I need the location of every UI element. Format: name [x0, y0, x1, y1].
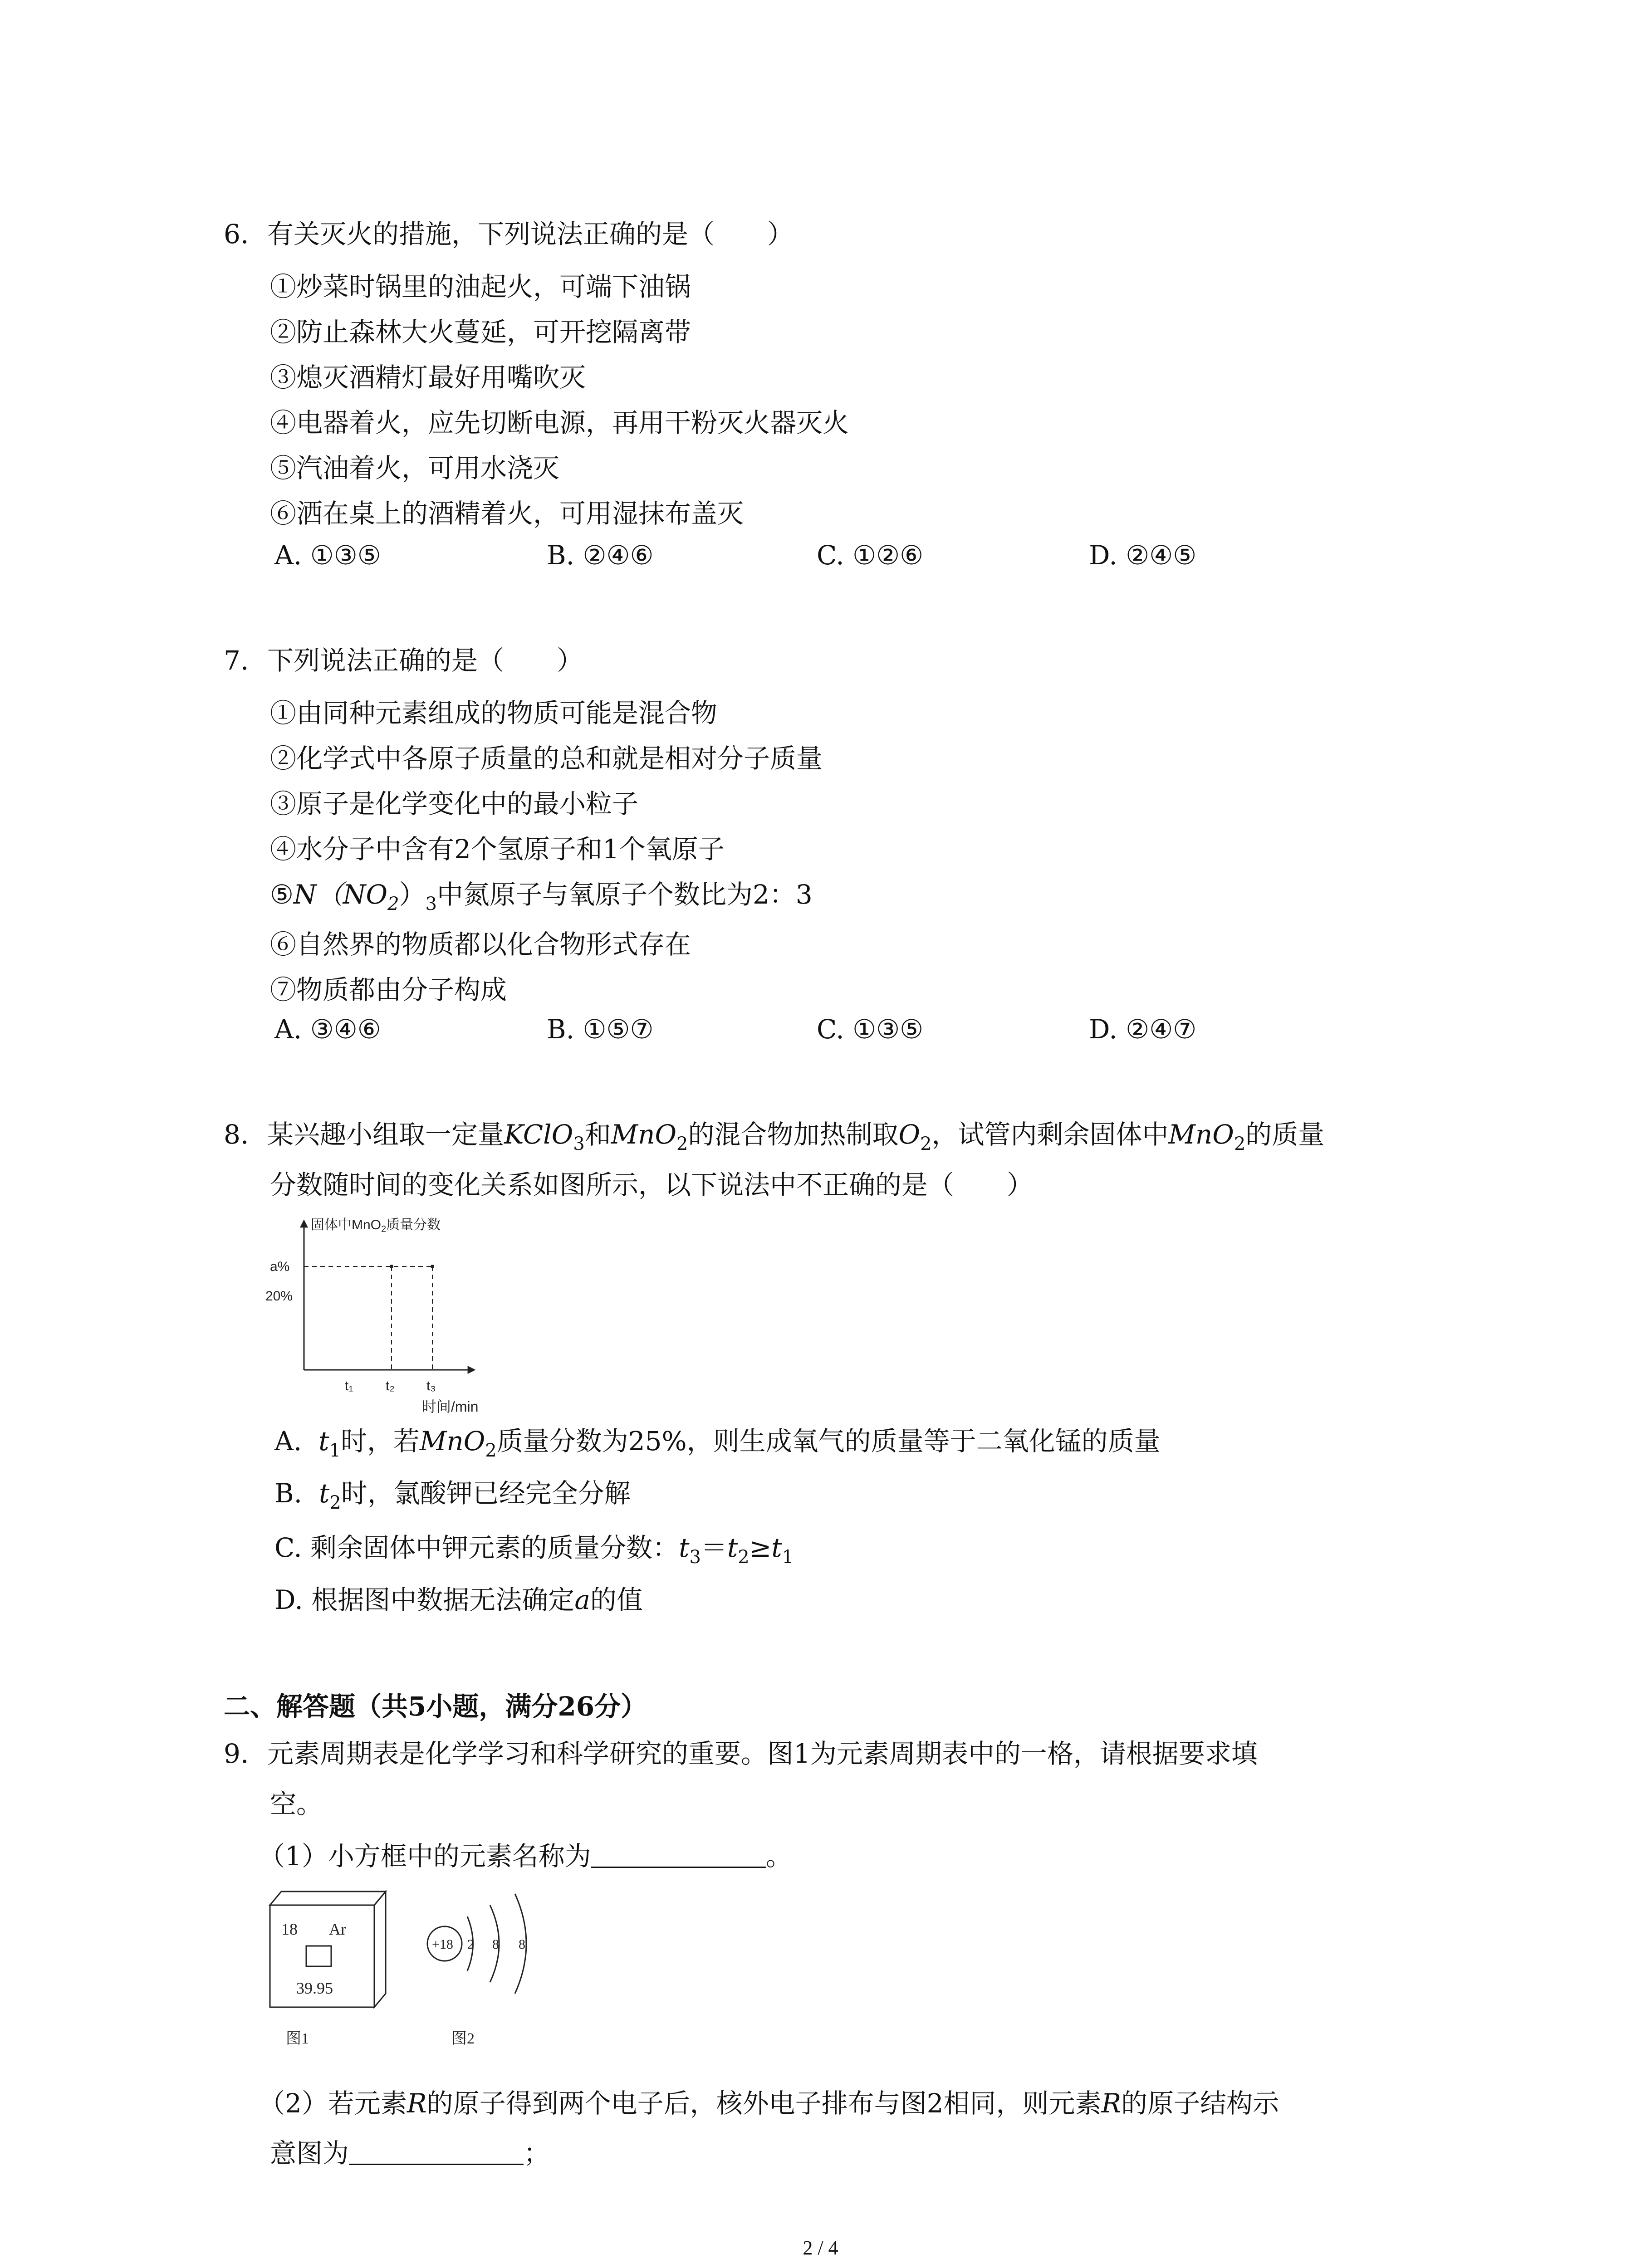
- q8-option-b-t-sub: 2: [329, 1492, 341, 1513]
- q9-part-2-a: （2）若元素: [259, 2088, 407, 2119]
- q6-option-d[interactable]: D. ②④⑤: [1089, 540, 1197, 571]
- q8-option-d-var: a: [574, 1584, 590, 1615]
- q8-option-c-a: C. 剩余固体中钾元素的质量分数：: [274, 1532, 679, 1563]
- q8-chart: [261, 1216, 515, 1420]
- q8-option-a-t-sub: 1: [329, 1440, 341, 1461]
- q9-fig2-shell-3: 8: [519, 1937, 525, 1952]
- q7-item-5-formula-a: N（NO: [294, 879, 388, 910]
- q6-option-a[interactable]: A. ①③⑤: [274, 540, 381, 571]
- q8-chart-ytick-20: 20%: [265, 1289, 293, 1304]
- q9-part-1-blank[interactable]: [591, 1848, 766, 1868]
- q8-mno-2-sub: 2: [1234, 1134, 1246, 1154]
- q9-part-2-r: R: [407, 2088, 427, 2119]
- q9-fig1-number: 18: [281, 1920, 298, 1938]
- q8-option-d-a: D. 根据图中数据无法确定: [274, 1584, 575, 1615]
- q8-kclo: KClO: [504, 1119, 573, 1150]
- q7-stem-text: 下列说法正确的是（ ）: [267, 645, 583, 676]
- q8-stem-d: 的质量: [1245, 1119, 1325, 1150]
- q6-option-c[interactable]: C. ①②⑥: [817, 540, 924, 571]
- q6-item-1: ①炒菜时锅里的油起火，可端下油锅: [270, 271, 691, 302]
- q9-stem: [224, 1730, 1449, 1777]
- q8-chart-xlabel: 时间/min: [422, 1398, 479, 1415]
- q9-part-2-blank[interactable]: [349, 2146, 524, 2165]
- q8-option-a-t: t: [318, 1426, 329, 1457]
- q8-kclo-sub: 3: [573, 1134, 585, 1154]
- q9-part-1: [259, 1835, 792, 1873]
- q8-number: 8.: [224, 1119, 249, 1150]
- q8-option-c-t1: t: [771, 1532, 782, 1563]
- q7-item-5-text: 中氮原子与氧原子个数比为2：3: [436, 879, 813, 910]
- q7-number: 7.: [224, 645, 249, 676]
- q8-option-b-t: t: [318, 1478, 330, 1509]
- q6-stem-text: 有关灭火的措施，下列说法正确的是（ ）: [267, 219, 794, 249]
- q8-option-a-c: 质量分数为25%，则生成氧气的质量等于二氧化锰的质量: [496, 1426, 1161, 1457]
- q9-fig2-caption: 图2: [451, 2030, 475, 2047]
- q8-mno: MnO: [611, 1119, 677, 1150]
- page-number: 2 / 4: [803, 2237, 838, 2259]
- q8-o: O: [898, 1119, 921, 1150]
- section-2-title: 二、解答题（共5小题，满分26分）: [224, 1691, 647, 1722]
- q6-item-6: ⑥洒在桌上的酒精着火，可用湿抹布盖灭: [270, 498, 744, 529]
- q6-item-5: ⑤汽油着火，可用水浇灭: [270, 453, 560, 484]
- q8-mno-sub: 2: [676, 1134, 688, 1154]
- q7-item-5-prefix: ⑤: [270, 879, 294, 910]
- svg-text:固体中MnO2质量分数: 固体中MnO$_2$质量分数: [311, 1217, 441, 1234]
- q8-option-c-t2: t: [727, 1532, 738, 1563]
- q8-chart-point-t2: [390, 1265, 393, 1268]
- q7-item-5-sub-3: 3: [425, 894, 437, 914]
- q7-item-6: ⑥自然界的物质都以化合物形式存在: [270, 929, 691, 960]
- q6-item-4: ④电器着火，应先切断电源，再用干粉灭火器灭火: [270, 407, 849, 438]
- q8-option-a-label: A.: [274, 1426, 302, 1457]
- q9-fig1-symbol: Ar: [329, 1920, 346, 1938]
- q8-chart-xtick-t3: t₃: [426, 1378, 436, 1393]
- q9-figures: [261, 1873, 569, 2064]
- q7-item-5-sub-2: 2: [387, 894, 399, 914]
- q8-option-c-eq: ＝: [700, 1532, 727, 1563]
- q9-fig1-mass: 39.95: [296, 1979, 333, 1997]
- q7-stem: [224, 637, 1449, 684]
- q7-item-5-formula-b: ）: [399, 879, 426, 910]
- q9-stem-line-1: 元素周期表是化学学习和科学研究的重要。图1为元素周期表中的一格，请根据要求填: [267, 1738, 1258, 1769]
- q8-stem-b: 的混合物加热制取: [688, 1119, 899, 1150]
- q8-option-c-t2-sub: 2: [738, 1547, 749, 1568]
- q9-part-2-line-2: [270, 2132, 550, 2170]
- q7-item-3: ③原子是化学变化中的最小粒子: [270, 788, 639, 819]
- q8-option-c-t1-sub: 1: [782, 1547, 794, 1568]
- q9-part-2-line-2-text: 意图为: [270, 2138, 349, 2169]
- q8-stem-line-2: 分数随时间的变化关系如图所示，以下说法中不正确的是（ ）: [270, 1169, 1034, 1200]
- q9-fig2-shell-2: 8: [492, 1937, 499, 1952]
- q7-option-c[interactable]: C. ①③⑤: [817, 1014, 924, 1045]
- q8-and: 和: [584, 1119, 611, 1150]
- q9-stem-line-2: 空。: [270, 1789, 323, 1819]
- q9-part-2-end: ；: [524, 2138, 550, 2169]
- q8-o-sub: 2: [920, 1134, 932, 1154]
- q9-part-1-end: 。: [765, 1841, 792, 1872]
- q8-mno-2: MnO: [1168, 1119, 1234, 1150]
- q8-stem: [224, 1111, 1449, 1167]
- q7-item-2: ②化学式中各原子质量的总和就是相对分子质量: [270, 743, 823, 774]
- q9-figures-svg: [261, 1873, 569, 2064]
- q9-number: 9.: [224, 1738, 249, 1769]
- q8-option-a-mno-sub: 2: [485, 1440, 497, 1461]
- q9-fig1-name-box: [306, 1946, 331, 1966]
- q8-chart-xtick-t2: t₂: [386, 1378, 395, 1393]
- q7-item-5: [270, 873, 813, 914]
- q8-chart-ylabel: [311, 1217, 441, 1234]
- q8-option-a[interactable]: [274, 1420, 1161, 1461]
- q8-option-c-ge: ≥: [749, 1532, 772, 1563]
- q8-chart-ytick-a: a%: [270, 1259, 290, 1274]
- q8-option-b-b: 时，氯酸钾已经完全分解: [341, 1478, 631, 1509]
- q9-part-2-r-2: R: [1101, 2088, 1122, 2119]
- q8-option-d-b: 的值: [590, 1584, 643, 1615]
- q8-option-a-b: 时，若: [340, 1426, 420, 1457]
- q8-option-b-label: B.: [274, 1478, 303, 1509]
- q8-option-c[interactable]: [274, 1526, 794, 1568]
- q6-item-3: ③熄灭酒精灯最好用嘴吹灭: [270, 362, 586, 393]
- q8-chart-point-t3: [431, 1265, 434, 1268]
- q8-stem-c: ，试管内剩余固体中: [931, 1119, 1169, 1150]
- q9-fig2-nucleus: +18: [432, 1937, 453, 1952]
- q9-part-2: [259, 2082, 1279, 2120]
- q7-option-b[interactable]: B. ①⑤⑦: [547, 1014, 654, 1045]
- q9-fig2-shell-1: 2: [467, 1937, 474, 1952]
- q8-stem-a: 某兴趣小组取一定量: [267, 1119, 505, 1150]
- q9-fig1-cell: [270, 1892, 386, 2007]
- q8-option-c-t3: t: [679, 1532, 690, 1563]
- q6-number: 6.: [224, 219, 249, 249]
- q7-item-1: ①由同种元素组成的物质可能是混合物: [270, 698, 718, 728]
- q8-option-d[interactable]: [274, 1579, 643, 1617]
- q8-option-c-t3-sub: 3: [689, 1547, 701, 1568]
- q9-part-1-text: （1）小方框中的元素名称为: [259, 1841, 591, 1872]
- q7-option-d[interactable]: D. ②④⑦: [1089, 1014, 1197, 1045]
- q9-fig2-atom: [427, 1894, 526, 1994]
- q8-option-a-mno: MnO: [419, 1426, 485, 1457]
- q8-chart-xtick-t1: t₁: [345, 1378, 353, 1393]
- q6-stem: [224, 211, 1449, 257]
- q6-option-b[interactable]: B. ②④⑥: [547, 540, 654, 571]
- q7-option-a[interactable]: A. ③④⑥: [274, 1014, 381, 1045]
- q9-part-2-b: 的原子得到两个电子后，核外电子排布与图2相同，则元素: [426, 2088, 1102, 2119]
- q8-chart-svg: [261, 1216, 515, 1420]
- q7-item-7: ⑦物质都由分子构成: [270, 974, 507, 1005]
- q6-item-2: ②防止森林大火蔓延，可开挖隔离带: [270, 317, 691, 347]
- q7-item-4: ④水分子中含有2个氢原子和1个氧原子: [270, 834, 725, 865]
- q8-option-b[interactable]: [274, 1472, 631, 1513]
- q9-fig1-caption: 图1: [286, 2030, 309, 2047]
- q9-part-2-c: 的原子结构示: [1121, 2088, 1279, 2119]
